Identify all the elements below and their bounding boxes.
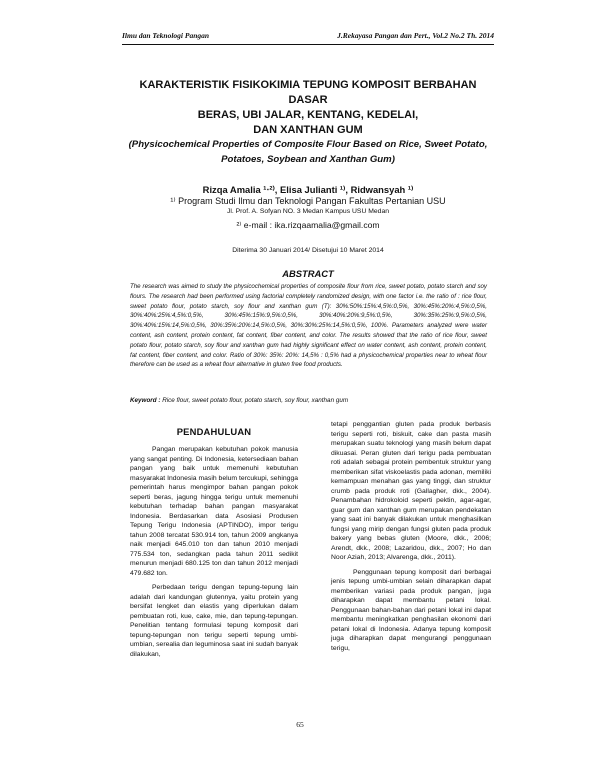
title-line-1: KARAKTERISTIK FISIKOKIMIA TEPUNG KOMPOSIT BERBAHAN DASAR: [139, 79, 477, 106]
english-title: [120, 138, 496, 167]
paper-title: [120, 78, 496, 138]
address: Jl. Prof. A. Sofyan NO. 3 Medan Kampus USU Medan: [226, 208, 390, 215]
subtitle-line-2: Potatoes, Soybean and Xanthan Gum): [221, 153, 395, 165]
keywords-line: [130, 397, 487, 404]
abstract-heading: ABSTRACT: [282, 268, 334, 279]
header-rule: [122, 44, 494, 45]
page-number: 65: [296, 720, 304, 729]
paragraph: Perbedaan terigu dengan tepung-tepung lain adalah dari kandungan glutennya, yaitu protein yang bersifat lengket dan elastis yang diperlukan dalam pembuatan roti, kue, cake, mie, dan tepung-tepungan. Penelitian tentang formulasi tepung komposit dari tepung-tepungan non terigu seperti tepung umbi-umbian, serealia dan leguminosa saat ini sudah banyak dilakukan,: [130, 584, 298, 658]
abstract-body: The research was aimed to study the physicochemical properties of composite flour from rice, sweet potato, potato starch and soy flours. The research had been performed using factorial completely randomized design, with one factor i.e. the ratio of : rice flour, sweet potato flour, potato starch, soy flour and xanthan gum (T): 30%:50%:15%:4,5%:0,5%, 30%:45%:20%:4,5%:0,5%, 30%:40%:25%:4,5%:0,5%, 30%:45%:15%:9,5%:0,5%, 30%:40%:20%:9,5%:0,5%, 30%:35%:25%:9,5%:0,5%, 30%:40%:15%:14,5%:0,5%, 30%:35%:20%:14,5%:0,5%, 30%:30%:25%:14,5%:0,5%, 100%. Parameters analyzed were water content, ash content, protein content, fat content, fiber content, and color. The results showed that the ratio of rice flour, sweet potato flour, potato starch, soy flour and xanthan gum had highly significant effect on water content, ash content, protein content, fat content, fiber content, and color. Ratio of 30%: 35%: 20%: 14,5% : 0,5% had a physicochemical properties near to wheat flour therefore can be used as a wheat flour alternative in gluten free food products.: [130, 283, 487, 369]
affiliation: ¹⁾ Program Studi Ilmu dan Teknologi Pangan Fakultas Pertanian USU: [170, 196, 446, 206]
header-journal-section: Ilmu dan Teknologi Pangan: [122, 31, 210, 40]
paragraph: tetapi penggantian gluten pada produk berbasis terigu seperti roti, biskuit, cake dan pasta masih merupakan suatu teknologi yang masih belum dapat dikuasai. Peran gluten dari terigu pada pembuatan roti adalah sebagai protein pembentuk struktur yang memberikan sifat viskoelastis pada adonan, memiliki kemampuan menahan gas yang tinggi, dan struktur crumb pada produk roti (Gallagher, dkk., 2004). Penambahan hidrokoloid seperti pektin, agar-agar, guar gum dan xanthan gum merupakan pendekatan yang saat ini banyak dilakukan untuk menghasilkan fungsi yang mirip dengan fungsi gluten pada produk bakery yang bebas gluten (Moore, dkk., 2006; Arendt, dkk., 2008; Lazaridou, dkk., 2007; Ho dan Noor Aziah, 2013; Alvarenga, dkk., 2011).: [331, 421, 491, 561]
right-column: [331, 420, 491, 658]
author-list: Rizqa Amalia ¹⋅²⁾, Elisa Julianti ¹⁾, Ridwansyah ¹⁾: [202, 184, 414, 195]
keyword-values: Rice flour, sweet potato flour, potato starch, soy flour, xanthan gum: [162, 397, 349, 404]
title-line-3: DAN XANTHAN GUM: [253, 124, 363, 136]
header-journal-citation: J.Rekayasa Pangan dan Pert., Vol.2 No.2 Th. 2014: [337, 31, 494, 40]
section-heading: PENDAHULUAN: [176, 426, 252, 437]
email: ²⁾ e-mail : ika.rizqaamalia@gmail.com: [236, 220, 380, 230]
running-header: [122, 24, 494, 38]
paragraph: Penggunaan tepung komposit dari berbagai jenis tepung umbi-umbian selain diharapkan dapat memberikan variasi pada produk pangan, juga diharapkan dapat membantu petani lokal. Penggunaan bahan-bahan dari petani lokal ini dapat membantu meningkatkan penghasilan ekonomi dari petani lokal di Indonesia. Adanya tepung komposit juga diharapkan dapat mengurangi penggunaan terigu,: [331, 568, 491, 652]
paragraph: Pangan merupakan kebutuhan pokok manusia yang sangat penting. Di Indonesia, ketersediaan bahan pangan yang baik untuk memenuhi kebutuhan masyarakat Indonesia masih belum tercukupi, sehingga pemerintah harus mengimpor bahan pangan pokok seperti beras, jagung hingga terigu untuk memenuhi kebutuhan terhadap bahan pangan masyarakat Indonesia. Berdasarkan data Asosiasi Produsen Tepung Terigu Indonesia (APTINDO), impor terigu tahun 2008 tercatat 530.914 ton, tahun 2009 angkanya naik menjadi 645.010 ton dan tahun 2010 menjadi 775.534 ton, sedangkan pada tahun 2011 sedikit menurun menjadi 680.125 ton dan tahun 2012 menjadi 479.682 ton.: [130, 446, 298, 577]
title-line-2: BERAS, UBI JALAR, KENTANG, KEDELAI,: [197, 109, 419, 121]
subtitle-line-1: (Physicochemical Properties of Composite Flour Based on Rice, Sweet Potato,: [128, 139, 488, 150]
left-column: [130, 445, 298, 664]
keyword-label: Keyword :: [130, 397, 161, 404]
received-accepted-dates: Diterima 30 Januari 2014/ Disetujui 10 Maret 2014: [232, 247, 384, 254]
